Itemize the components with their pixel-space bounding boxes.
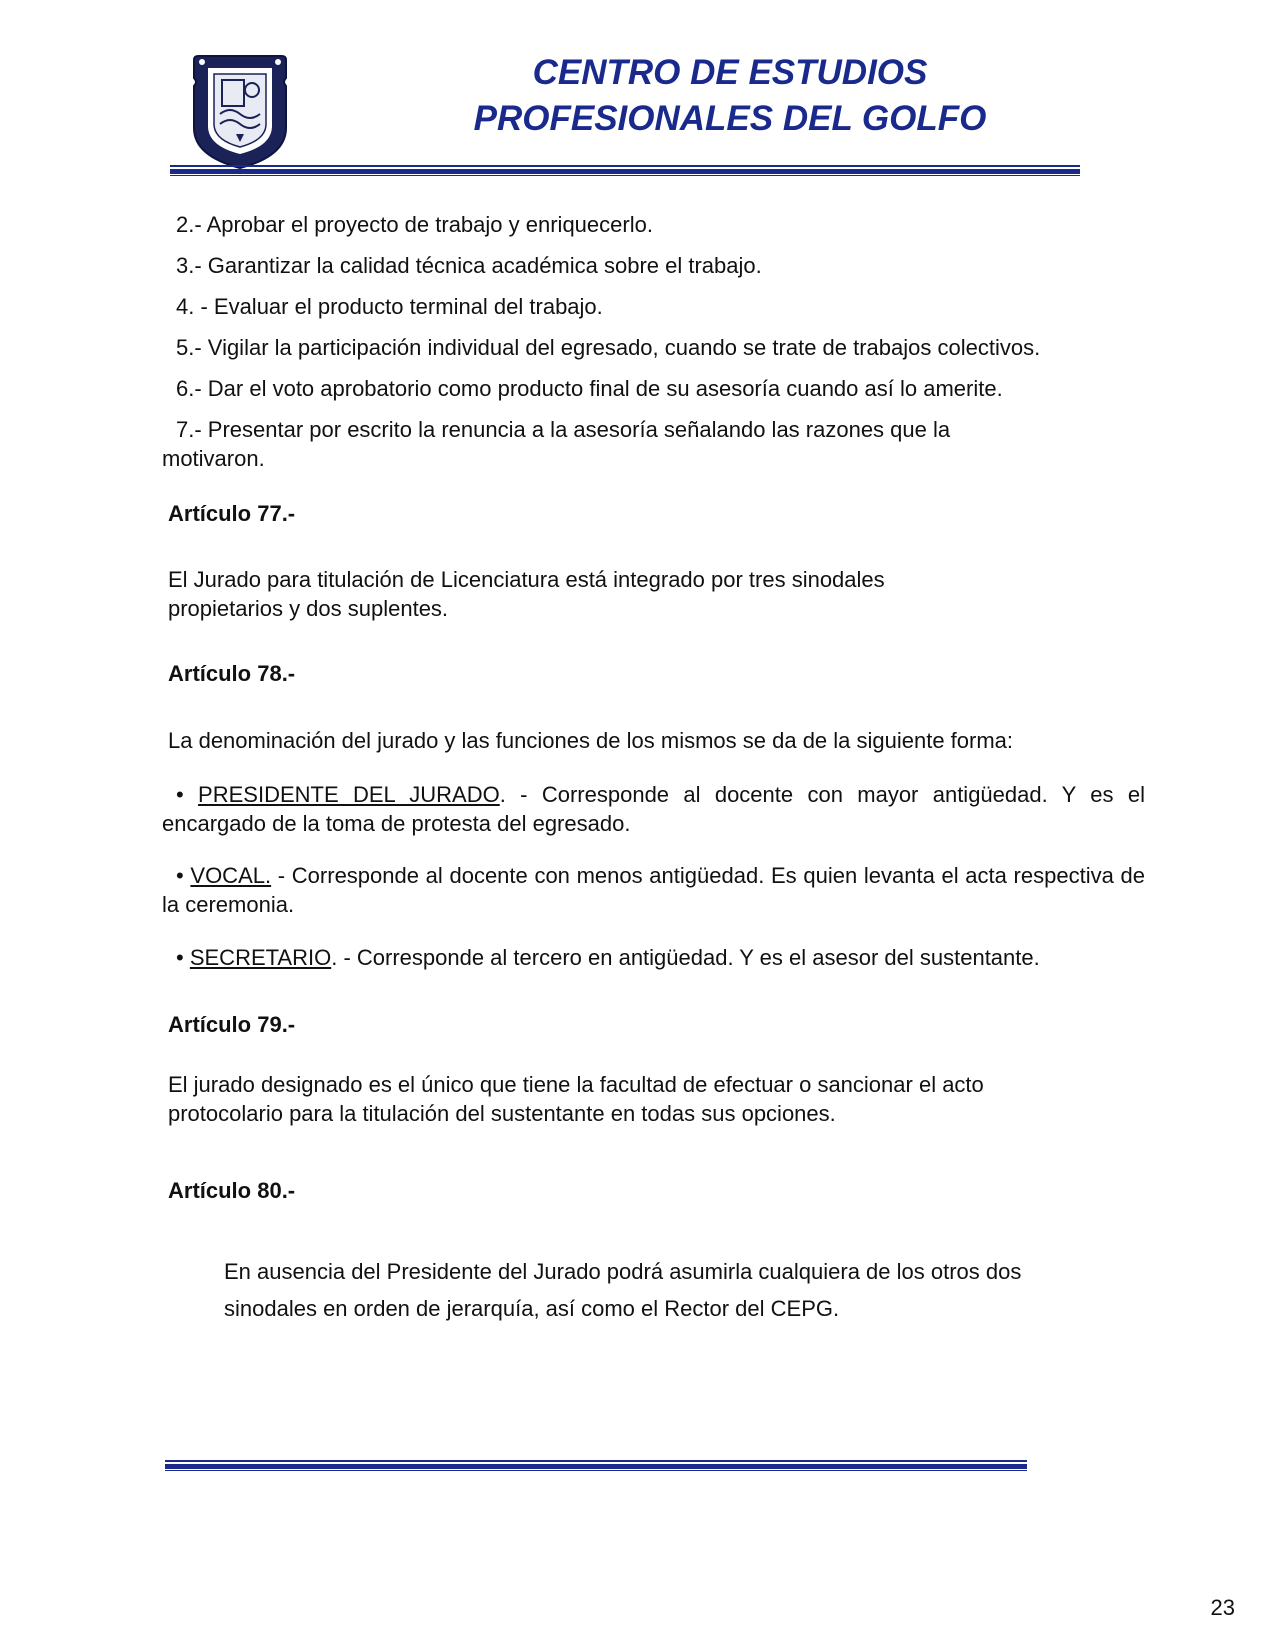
article-80-text: En ausencia del Presidente del Jurado podrá asumirla cualquiera de los otros dos sinodales en orden de jerarquía, así como el Rector del CEPG. bbox=[224, 1259, 1022, 1321]
bullet-icon: • bbox=[176, 782, 184, 807]
article-79-text: El jurado designado es el único que tiene la facultad de efectuar o sancionar el acto protocolario para la titulación del sustentante en todas sus opciones. bbox=[168, 1072, 984, 1126]
list-item: 5.- Vigilar la participación individual del egresado, cuando se trate de trabajos colectivos. bbox=[176, 335, 1041, 360]
title-line-1: CENTRO DE ESTUDIOS bbox=[532, 53, 928, 92]
bullet-desc: . - Corresponde al docente con mayor antigüedad. Y es el encargado de la toma de protesta del egresado. bbox=[162, 782, 1145, 836]
article-78-heading: Artículo 78.- bbox=[168, 661, 296, 686]
institution-logo bbox=[190, 52, 290, 170]
bullet-term: PRESIDENTE DEL JURADO bbox=[198, 782, 500, 807]
title-line-2: PROFESIONALES DEL GOLFO bbox=[473, 99, 987, 138]
article-80-heading: Artículo 80.- bbox=[168, 1178, 296, 1203]
article-79-heading: Artículo 79.- bbox=[168, 1012, 296, 1037]
article-78-text: La denominación del jurado y las funciones de los mismos se da de la siguiente forma: bbox=[168, 728, 1014, 753]
bullet-president bbox=[162, 780, 1145, 838]
bullet-vocal bbox=[162, 861, 1145, 919]
page-number: 23 bbox=[1210, 1595, 1235, 1620]
header-divider bbox=[170, 165, 1080, 177]
bullet-secretary bbox=[162, 943, 1145, 972]
list-item: 6.- Dar el voto aprobatorio como producto final de su asesoría cuando así lo amerite. bbox=[176, 376, 1003, 401]
bullet-icon: • bbox=[176, 945, 184, 970]
footer-divider bbox=[165, 1460, 1027, 1472]
bullet-term: VOCAL. bbox=[190, 863, 272, 888]
list-item: 2.- Aprobar el proyecto de trabajo y enriquecerlo. bbox=[176, 212, 653, 237]
bullet-term: SECRETARIO bbox=[189, 945, 332, 970]
article-77-text: El Jurado para titulación de Licenciatura está integrado por tres sinodales propietarios y dos suplentes. bbox=[168, 567, 885, 621]
list-item: 4. - Evaluar el producto terminal del trabajo. bbox=[176, 294, 603, 319]
bullet-icon: • bbox=[176, 863, 184, 888]
bullet-desc: - Corresponde al docente con menos antigüedad. Es quien levanta el acta respectiva de la ceremonia. bbox=[162, 863, 1145, 917]
list-item: 7.- Presentar por escrito la renuncia a la asesoría señalando las razones que la motivaron. bbox=[162, 417, 951, 471]
bullet-desc: . - Corresponde al tercero en antigüedad. Y es el asesor del sustentante. bbox=[331, 945, 1040, 970]
institution-name bbox=[430, 50, 1030, 142]
list-item: 3.- Garantizar la calidad técnica académica sobre el trabajo. bbox=[176, 253, 762, 278]
article-77-heading: Artículo 77.- bbox=[168, 501, 296, 526]
